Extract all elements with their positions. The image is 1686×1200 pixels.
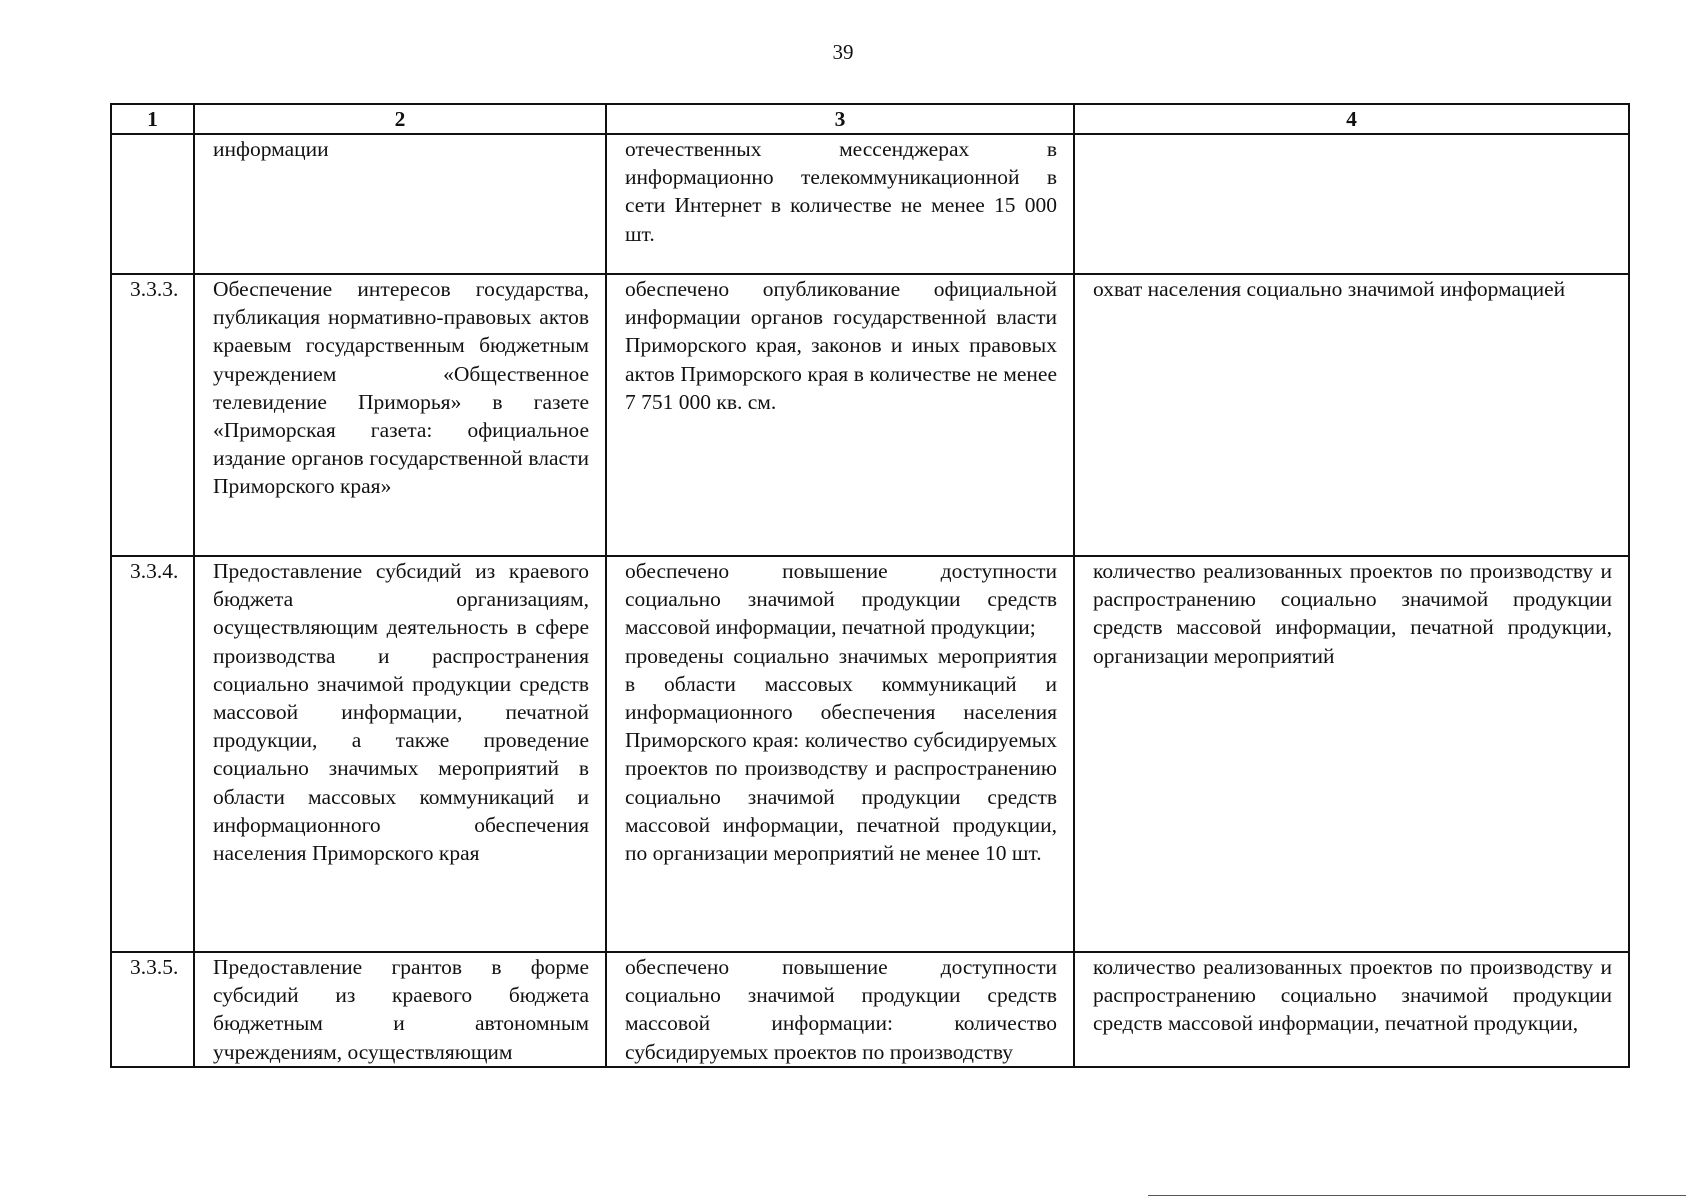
row-number: 3.3.3. [111,274,194,556]
column-header: 2 [194,104,606,134]
page-number: 39 [832,40,854,64]
indicator-cell: охват населения социально значимой информацией [1074,274,1629,556]
result-paragraph: проведены социально значимых мероприятия в области массовых коммуникаций и информационного обеспечения населения Приморского края: количество субсидируемых проектов по производству и распространению социально значимой продукции средств массовой информации, печатной продукции, по организации мероприятий не менее 10 шт. [625,643,1057,866]
result-paragraph: обеспечено опубликование официальной информации органов государственной власти Приморского края, законов и иных правовых актов Приморского края в количестве не менее 7 751 000 кв. см. [625,277,1057,414]
bottom-rule [1148,1195,1686,1196]
row-number: 3.3.5. [111,952,194,1067]
table-row [111,134,1629,274]
measures-table [110,103,1630,1068]
indicator-cell [1074,134,1629,274]
indicator-cell: количество реализованных проектов по производству и распространению социально значимой продукции средств массовой информации, печатной продукции, [1074,952,1629,1067]
table-row [111,952,1629,1067]
row-number [111,134,194,274]
result-paragraph: обеспечено повышение доступности социально значимой продукции средств массовой информации: количество субсидируемых проектов по производству [625,955,1057,1064]
activity-cell: информации [194,134,606,274]
column-header: 1 [111,104,194,134]
activity-cell: Предоставление грантов в форме субсидий из краевого бюджета бюджетным и автономным учреждениям, осуществляющим [194,952,606,1067]
result-cell [606,952,1074,1067]
result-cell [606,274,1074,556]
row-number: 3.3.4. [111,556,194,952]
result-paragraph: обеспечено повышение доступности социально значимой продукции средств массовой информации, печатной продукции; [625,559,1057,640]
column-header: 4 [1074,104,1629,134]
result-paragraph: отечественных мессенджерах в информационно телекоммуникационной в сети Интернет в количестве не менее 15 000 шт. [625,137,1057,246]
result-cell [606,556,1074,952]
activity-cell: Обеспечение интересов государства, публикация нормативно-правовых актов краевым государственным бюджетным учреждением «Общественное телевидение Приморья» в газете «Приморская газета: официальное издание органов государственной власти Приморского края» [194,274,606,556]
table-header-row [111,104,1629,134]
indicator-cell: количество реализованных проектов по производству и распространению социально значимой продукции средств массовой информации, печатной продукции, организации мероприятий [1074,556,1629,952]
result-cell [606,134,1074,274]
column-header: 3 [606,104,1074,134]
table-row [111,274,1629,556]
table-row [111,556,1629,952]
activity-cell: Предоставление субсидий из краевого бюджета организациям, осуществляющим деятельность в сфере производства и распространения социально значимой продукции средств массовой информации, печатной продукции, а также проведение социально значимых мероприятий в области массовых коммуникаций и информационного обеспечения населения Приморского края [194,556,606,952]
